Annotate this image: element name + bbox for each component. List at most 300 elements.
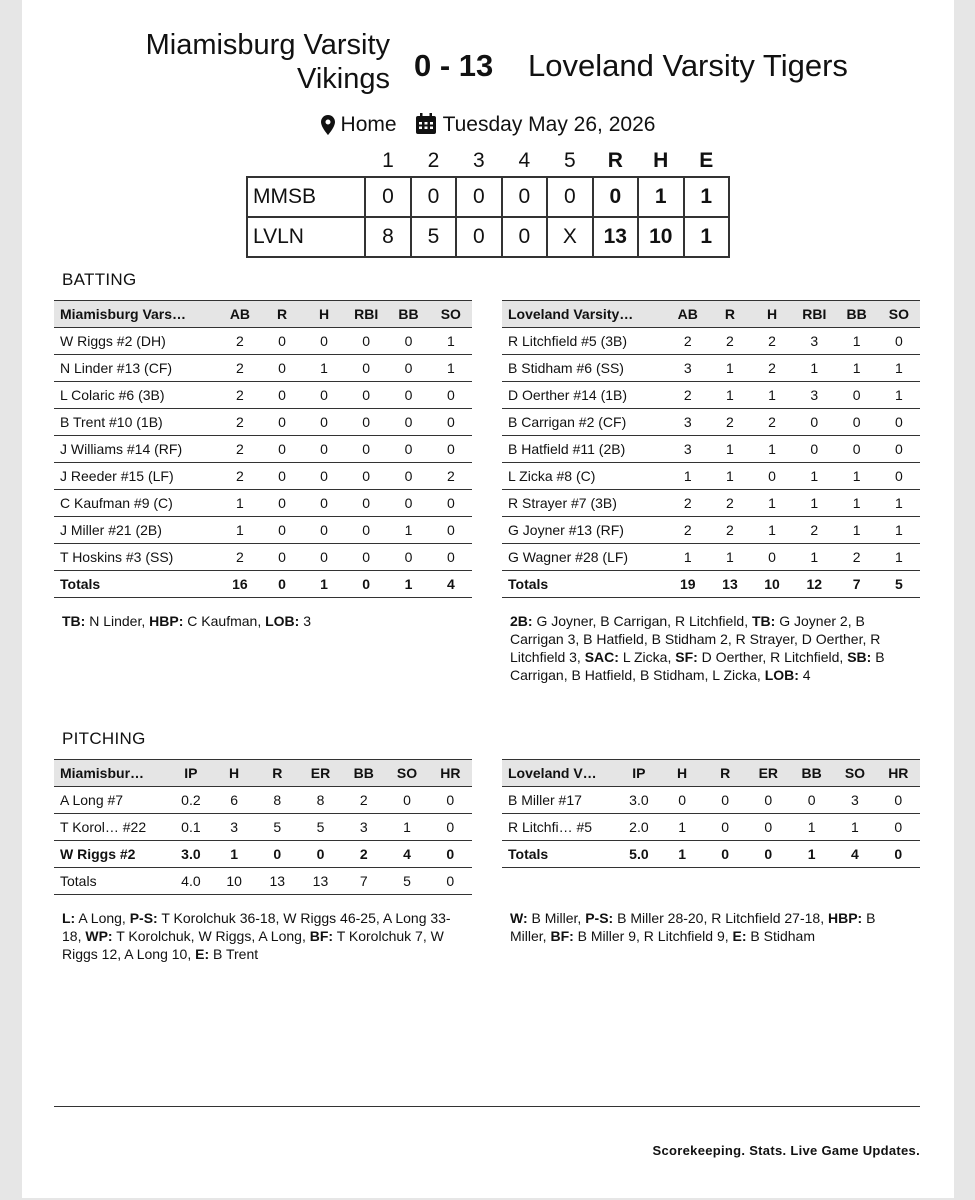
stat-cell: 1: [667, 544, 709, 571]
team-column-header: Loveland Varsity…: [502, 301, 667, 328]
batter-row: [54, 544, 472, 571]
stat-column-header: HR: [877, 760, 920, 787]
note-key: HBP:: [149, 613, 184, 629]
stat-cell: 1: [303, 355, 345, 382]
stat-cell: 2: [219, 463, 261, 490]
player-name: J Williams #14 (RF): [54, 436, 219, 463]
stat-cell: 0: [877, 787, 920, 814]
note-key: E:: [732, 928, 747, 944]
stat-column-header: BB: [790, 760, 833, 787]
stat-cell: 0: [303, 382, 345, 409]
stat-cell: 2: [219, 409, 261, 436]
linescore-inning: 0: [456, 177, 501, 217]
stat-cell: 0: [430, 436, 472, 463]
linescore-inning: 0: [502, 177, 547, 217]
stat-cell: 7: [342, 868, 385, 895]
pitching-header-row: [54, 760, 472, 787]
batter-row: [54, 490, 472, 517]
game-meta: [22, 112, 954, 142]
note-key: LOB:: [265, 613, 300, 629]
stat-cell: 2: [709, 517, 751, 544]
stat-cell: 3: [213, 814, 256, 841]
stat-column-header: SO: [878, 301, 920, 328]
linescore-header-cell: 2: [427, 149, 440, 172]
stat-cell: 0: [261, 382, 303, 409]
note-value: B Miller,: [510, 910, 876, 944]
totals-row: [54, 571, 472, 598]
stat-cell: 0: [387, 355, 429, 382]
stat-column-header: SO: [385, 760, 428, 787]
stat-cell: 0: [261, 409, 303, 436]
batter-row: [502, 355, 920, 382]
stat-cell: 0: [430, 382, 472, 409]
player-name: N Linder #13 (CF): [54, 355, 219, 382]
stat-cell: 0: [704, 787, 747, 814]
home-team-line1: Miamisburg Varsity: [145, 29, 390, 61]
player-name: B Carrigan #2 (CF): [502, 409, 667, 436]
totals-label: Totals: [502, 841, 617, 868]
stat-cell: 1: [430, 328, 472, 355]
totals-row: [54, 868, 472, 895]
stat-cell: 0: [878, 409, 920, 436]
stat-cell: 1: [709, 436, 751, 463]
player-name: D Oerther #14 (1B): [502, 382, 667, 409]
player-name: L Zicka #8 (C): [502, 463, 667, 490]
stat-cell: 2: [751, 328, 793, 355]
note-key: SF:: [675, 649, 698, 665]
stat-cell: 2: [342, 841, 385, 868]
total-cell: 7: [835, 571, 877, 598]
total-cell: 13: [709, 571, 751, 598]
player-name: G Joyner #13 (RF): [502, 517, 667, 544]
linescore-runs: 13: [593, 217, 638, 257]
stat-cell: 1: [219, 490, 261, 517]
note-key: LOB:: [764, 667, 799, 683]
stat-cell: 0: [747, 787, 790, 814]
note-value: C Kaufman,: [183, 613, 266, 629]
pitcher-row: [54, 841, 472, 868]
linescore-team: MMSB: [247, 177, 365, 217]
stat-cell: 0: [877, 814, 920, 841]
linescore-errors: 1: [684, 217, 730, 257]
stat-cell: 2: [835, 544, 877, 571]
stat-cell: 0: [661, 787, 704, 814]
stat-cell: 0: [345, 490, 387, 517]
stat-cell: 3: [793, 328, 835, 355]
note-value: D Oerther, R Litchfield,: [697, 649, 848, 665]
stat-cell: 0: [704, 841, 747, 868]
note-value: B Stidham: [746, 928, 815, 944]
stat-cell: 4.0: [169, 868, 212, 895]
linescore-header-cell: R: [607, 149, 623, 172]
stat-cell: 0: [751, 544, 793, 571]
note-key: P-S:: [585, 910, 614, 926]
stat-cell: 0: [387, 544, 429, 571]
linescore-header-cell: 5: [563, 149, 576, 172]
stat-cell: 1: [835, 355, 877, 382]
stat-column-header: R: [256, 760, 299, 787]
linescore-errors: 1: [684, 177, 730, 217]
totals-label: Totals: [54, 571, 219, 598]
player-name: R Litchfield #5 (3B): [502, 328, 667, 355]
note-key: L:: [62, 910, 76, 926]
stat-cell: 2: [342, 787, 385, 814]
stat-cell: 0: [303, 544, 345, 571]
batter-row: [54, 409, 472, 436]
linescore-inning: 0: [456, 217, 501, 257]
stat-cell: 2: [667, 382, 709, 409]
stat-cell: 1: [430, 355, 472, 382]
linescore-header: [247, 146, 729, 177]
stat-cell: 1: [385, 814, 428, 841]
stat-cell: 1: [833, 814, 876, 841]
linescore-header-cell: [247, 146, 365, 177]
stat-column-header: ER: [299, 760, 342, 787]
batter-row: [502, 328, 920, 355]
total-cell: 0: [261, 571, 303, 598]
stat-cell: 1: [793, 463, 835, 490]
batter-row: [502, 490, 920, 517]
linescore-row-home: [247, 177, 729, 217]
note-key: HBP:: [827, 910, 863, 926]
note-key: P-S:: [129, 910, 158, 926]
batting-header-row: [54, 301, 472, 328]
total-cell: 19: [667, 571, 709, 598]
note-key: BF:: [550, 928, 574, 944]
batting-notes-home: [62, 612, 462, 630]
stat-cell: 1: [793, 490, 835, 517]
note-key: BF:: [309, 928, 334, 944]
stat-cell: 0: [261, 463, 303, 490]
stat-cell: 0: [835, 409, 877, 436]
stat-cell: 2: [219, 436, 261, 463]
stat-column-header: H: [661, 760, 704, 787]
stat-column-header: RBI: [793, 301, 835, 328]
stat-cell: 5: [256, 814, 299, 841]
totals-label: Totals: [502, 571, 667, 598]
stat-cell: 2: [219, 355, 261, 382]
pitcher-name: B Miller #17: [502, 787, 617, 814]
stat-cell: 0: [387, 409, 429, 436]
stat-cell: 3: [667, 355, 709, 382]
linescore-runs: 0: [593, 177, 638, 217]
stat-cell: 0: [835, 436, 877, 463]
final-score: 0 - 13: [414, 48, 494, 83]
stat-cell: 1: [709, 382, 751, 409]
stat-cell: 4: [385, 841, 428, 868]
linescore-inning: 0: [365, 177, 410, 217]
stat-cell: 0: [345, 409, 387, 436]
stat-cell: 5: [299, 814, 342, 841]
stat-cell: 0: [430, 409, 472, 436]
stat-cell: 0.2: [169, 787, 212, 814]
batter-row: [54, 382, 472, 409]
batting-table-away: [502, 300, 920, 598]
stat-cell: 2: [793, 517, 835, 544]
batter-row: [502, 382, 920, 409]
stat-cell: 0: [345, 463, 387, 490]
stat-cell: 8: [299, 787, 342, 814]
stat-cell: 2: [667, 490, 709, 517]
stat-cell: 1: [790, 814, 833, 841]
pitcher-row: [54, 787, 472, 814]
stat-cell: 0: [345, 355, 387, 382]
note-value: 4: [798, 667, 811, 683]
stat-cell: 0: [303, 409, 345, 436]
batter-row: [54, 355, 472, 382]
stat-cell: 0: [261, 328, 303, 355]
stat-cell: 1: [835, 328, 877, 355]
stat-column-header: R: [261, 301, 303, 328]
stat-cell: 0: [303, 436, 345, 463]
pitcher-name: A Long #7: [54, 787, 169, 814]
stat-cell: 1: [667, 463, 709, 490]
stat-cell: 1: [878, 355, 920, 382]
stat-cell: 0: [429, 868, 472, 895]
stat-column-header: AB: [667, 301, 709, 328]
stat-cell: 0: [345, 382, 387, 409]
stat-cell: 3: [667, 409, 709, 436]
player-name: B Stidham #6 (SS): [502, 355, 667, 382]
stat-cell: 0: [429, 841, 472, 868]
stat-cell: 0: [429, 787, 472, 814]
stat-cell: 5: [385, 868, 428, 895]
team-column-header: Miamisburg Vars…: [54, 301, 219, 328]
note-value: G Joyner, B Carrigan, R Litchfield,: [532, 613, 752, 629]
stat-cell: 0: [299, 841, 342, 868]
linescore-inning: X: [547, 217, 592, 257]
stat-cell: 0: [878, 436, 920, 463]
stat-cell: 1: [878, 517, 920, 544]
linescore-header-cell: 4: [518, 149, 531, 172]
stat-cell: 0: [303, 490, 345, 517]
note-key: E:: [195, 946, 210, 962]
stat-cell: 2: [219, 544, 261, 571]
stat-cell: 2: [709, 328, 751, 355]
home-team-name: [22, 28, 390, 96]
note-key: TB:: [752, 613, 776, 629]
away-team-name: Loveland Varsity Tigers: [528, 48, 848, 83]
batter-row: [502, 436, 920, 463]
stat-cell: 3.0: [169, 841, 212, 868]
stat-cell: 1: [661, 841, 704, 868]
stat-cell: 0: [430, 517, 472, 544]
batter-row: [54, 517, 472, 544]
stat-column-header: H: [303, 301, 345, 328]
linescore-hits: 10: [638, 217, 683, 257]
player-name: J Reeder #15 (LF): [54, 463, 219, 490]
stat-cell: 2.0: [617, 814, 660, 841]
stat-column-header: SO: [833, 760, 876, 787]
stat-cell: 1: [835, 517, 877, 544]
pitching-notes-home: [62, 909, 462, 963]
stat-cell: 1: [835, 463, 877, 490]
stat-cell: 0: [751, 463, 793, 490]
stat-column-header: BB: [387, 301, 429, 328]
stat-column-header: IP: [617, 760, 660, 787]
footer-tagline: Scorekeeping. Stats. Live Game Updates.: [652, 1143, 920, 1158]
note-value: L Zicka,: [618, 649, 676, 665]
linescore-header-cell: E: [699, 149, 714, 172]
pitching-notes-away: [510, 909, 910, 945]
stat-cell: 0: [387, 382, 429, 409]
player-name: R Strayer #7 (3B): [502, 490, 667, 517]
note-key: SAC:: [584, 649, 619, 665]
stat-cell: 3: [833, 787, 876, 814]
pitcher-row: [502, 787, 920, 814]
note-value: G Joyner 2, B Carrigan 3, B Hatfield, B Stidham 2, R Strayer, D Oerther, R Litchfield 3,: [510, 613, 881, 665]
player-name: B Hatfield #11 (2B): [502, 436, 667, 463]
stat-column-header: SO: [430, 301, 472, 328]
pitcher-name: R Litchfi… #5: [502, 814, 617, 841]
batting-header-row: [502, 301, 920, 328]
stat-cell: 0: [430, 544, 472, 571]
note-value: B Carrigan, B Hatfield, B Stidham, L Zicka,: [510, 649, 885, 683]
note-value: A Long,: [75, 910, 130, 926]
linescore-inning: 0: [411, 177, 456, 217]
stat-cell: 0: [790, 787, 833, 814]
stat-cell: 13: [256, 868, 299, 895]
batter-row: [54, 463, 472, 490]
stat-cell: 1: [793, 355, 835, 382]
pitching-header-row: [502, 760, 920, 787]
batter-row: [502, 463, 920, 490]
stat-cell: 2: [667, 328, 709, 355]
stat-cell: 0: [387, 436, 429, 463]
stat-column-header: R: [709, 301, 751, 328]
stat-column-header: H: [751, 301, 793, 328]
player-name: C Kaufman #9 (C): [54, 490, 219, 517]
linescore-inning: 0: [502, 217, 547, 257]
map-pin-icon: [321, 115, 335, 142]
stat-cell: 5.0: [617, 841, 660, 868]
linescore-header-cell: 3: [473, 149, 485, 172]
stat-cell: 0: [704, 814, 747, 841]
stat-cell: 2: [751, 409, 793, 436]
linescore-header-cell: 1: [382, 149, 394, 172]
stat-cell: 0: [387, 463, 429, 490]
calendar-icon: [415, 113, 437, 142]
team-column-header: Miamisbur…: [54, 760, 169, 787]
pitcher-row: [502, 814, 920, 841]
stat-cell: 0: [429, 814, 472, 841]
total-cell: 4: [430, 571, 472, 598]
stat-cell: 0: [387, 328, 429, 355]
linescore-inning: 8: [365, 217, 410, 257]
note-value: B Miller 9, R Litchfield 9,: [573, 928, 733, 944]
stat-cell: 2: [751, 355, 793, 382]
player-name: G Wagner #28 (LF): [502, 544, 667, 571]
stat-cell: 1: [835, 490, 877, 517]
game-date: Tuesday May 26, 2026: [442, 113, 656, 136]
stat-cell: 2: [219, 328, 261, 355]
linescore-inning: 5: [411, 217, 456, 257]
stat-cell: 2: [219, 382, 261, 409]
linescore-header-cell: H: [653, 149, 669, 172]
boxscore-page: [22, 0, 954, 1198]
total-cell: 5: [878, 571, 920, 598]
stat-column-header: RBI: [345, 301, 387, 328]
stat-cell: 1: [709, 463, 751, 490]
pitching-table-away: [502, 759, 920, 868]
batter-row: [502, 409, 920, 436]
total-cell: 0: [345, 571, 387, 598]
note-key: WP:: [85, 928, 113, 944]
stat-cell: 0: [793, 436, 835, 463]
total-cell: 12: [793, 571, 835, 598]
note-value: N Linder,: [85, 613, 150, 629]
stat-cell: 2: [709, 409, 751, 436]
home-team-line2: Vikings: [297, 63, 390, 95]
stat-column-header: IP: [169, 760, 212, 787]
stat-column-header: AB: [219, 301, 261, 328]
player-name: B Trent #10 (1B): [54, 409, 219, 436]
pitcher-name: W Riggs #2: [54, 841, 169, 868]
stat-cell: 0: [747, 814, 790, 841]
stat-cell: 3: [667, 436, 709, 463]
stat-cell: 1: [793, 544, 835, 571]
stat-cell: 1: [878, 544, 920, 571]
total-cell: 10: [751, 571, 793, 598]
stat-cell: 3: [793, 382, 835, 409]
stat-cell: 0: [303, 463, 345, 490]
note-value: T Korolchuk, W Riggs, A Long,: [112, 928, 310, 944]
stat-cell: 0: [303, 328, 345, 355]
batting-notes-away: [510, 612, 922, 684]
stat-cell: 0: [747, 841, 790, 868]
stat-cell: 2: [667, 517, 709, 544]
stat-cell: 0: [345, 544, 387, 571]
total-cell: 1: [303, 571, 345, 598]
linescore-hits: 1: [638, 177, 683, 217]
linescore-row-away: [247, 217, 729, 257]
pitching-table-home: [54, 759, 472, 895]
player-name: W Riggs #2 (DH): [54, 328, 219, 355]
note-value: T Korolchuk 7, W Riggs 12, A Long 10,: [62, 928, 444, 962]
stat-cell: 0: [430, 490, 472, 517]
stat-cell: 0: [387, 490, 429, 517]
stat-cell: 0: [261, 436, 303, 463]
stat-column-header: BB: [342, 760, 385, 787]
stat-cell: 0: [303, 517, 345, 544]
stat-cell: 1: [751, 436, 793, 463]
stat-cell: 0: [835, 382, 877, 409]
stat-cell: 0: [878, 463, 920, 490]
stat-cell: 0: [261, 544, 303, 571]
stat-cell: 0: [345, 436, 387, 463]
linescore-team: LVLN: [247, 217, 365, 257]
stat-cell: 0: [793, 409, 835, 436]
stat-cell: 0: [261, 490, 303, 517]
note-key: SB:: [847, 649, 872, 665]
stat-column-header: HR: [429, 760, 472, 787]
stat-cell: 1: [751, 517, 793, 544]
stat-cell: 2: [430, 463, 472, 490]
totals-label: Totals: [54, 868, 169, 895]
stat-cell: 1: [219, 517, 261, 544]
stat-cell: 0: [878, 328, 920, 355]
player-name: T Hoskins #3 (SS): [54, 544, 219, 571]
stat-cell: 1: [751, 490, 793, 517]
stat-column-header: BB: [835, 301, 877, 328]
stat-cell: 0: [261, 517, 303, 544]
stat-cell: 0: [261, 355, 303, 382]
note-key: 2B:: [510, 613, 533, 629]
pitcher-row: [54, 814, 472, 841]
stat-cell: 1: [878, 490, 920, 517]
stat-cell: 1: [878, 382, 920, 409]
note-value: T Korolchuk 36-18, W Riggs 46-25, A Long 33-18,: [62, 910, 451, 944]
